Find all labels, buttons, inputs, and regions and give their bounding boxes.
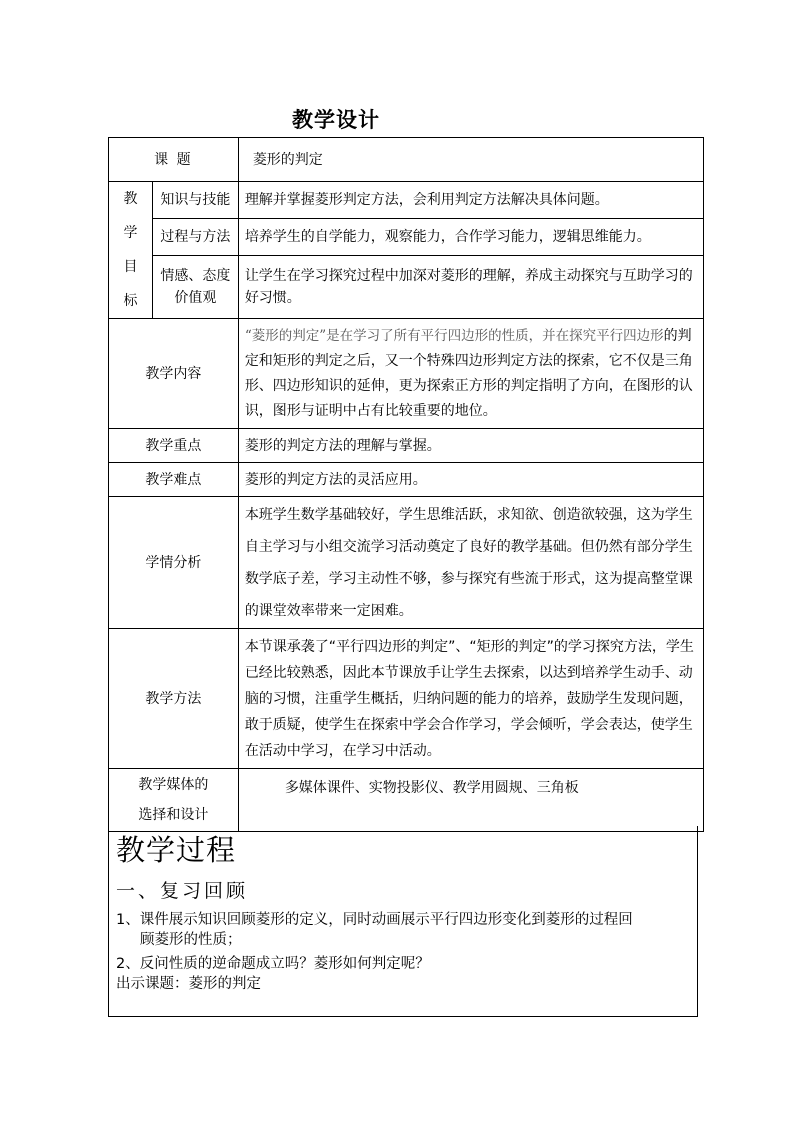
- key-point-label: 教学重点: [109, 429, 239, 463]
- objective-label-line: 情感、态度: [160, 267, 231, 284]
- media-row: [109, 769, 704, 832]
- content-cell: [238, 319, 703, 429]
- review-item-1: [116, 910, 690, 950]
- key-point-row: [109, 429, 704, 463]
- review-item-1-line: 1、课件展示知识回顾菱形的定义，同时动画展示平行四边形变化到菱形的过程回: [116, 912, 633, 928]
- content-label: 教学内容: [109, 319, 239, 429]
- objective-text: 理解并掌握菱形判定方法，会利用判定方法解决具体问题。: [238, 182, 703, 219]
- media-label: [109, 769, 239, 832]
- difficulty-row: [109, 463, 704, 497]
- objective-label: [152, 255, 238, 318]
- media-label-line: 教学媒体的: [138, 777, 209, 793]
- topic-value: 菱形的判定: [238, 138, 703, 182]
- media-text: 多媒体课件、实物投影仪、教学用圆规、三角板: [238, 769, 703, 832]
- objective-text: 让学生在学习探究过程中加深对菱形的理解，养成主动探究与互助学习的好习惯。: [238, 255, 703, 318]
- side-char: 教: [123, 191, 138, 207]
- difficulty-text: 菱形的判定方法的灵活应用。: [238, 463, 703, 497]
- objective-row: [109, 255, 704, 318]
- review-item-1-line: 顾菱形的性质；: [140, 932, 242, 948]
- objective-label: 过程与方法: [152, 218, 238, 255]
- lesson-plan-table: [108, 137, 704, 832]
- objective-label: 知识与技能: [152, 182, 238, 219]
- media-label-line: 选择和设计: [138, 807, 209, 823]
- objectives-side-label: [109, 182, 153, 319]
- side-char: 标: [123, 293, 138, 309]
- objective-label-line: 价值观: [174, 289, 217, 306]
- topic-row: [109, 138, 704, 182]
- topic-label: 课 题: [109, 138, 239, 182]
- objective-row: [109, 182, 704, 219]
- side-char: 学: [123, 225, 138, 241]
- process-heading: 教学过程: [116, 833, 237, 867]
- method-row: [109, 629, 704, 769]
- analysis-row: [109, 497, 704, 629]
- content-row: [109, 319, 704, 429]
- analysis-label: 学情分析: [109, 497, 239, 629]
- content-text: 的判定和矩形的判定之后，又一个特殊四边形判定方法的探索，它不仅是三角形、四边形知识的延伸，更为探索正方形的判定指明了方向，在图形的认识，图形与证明中占有比较重要的地位。: [244, 327, 693, 419]
- side-char: 目: [123, 259, 138, 275]
- method-label: 教学方法: [109, 629, 239, 769]
- analysis-text: 本班学生数学基础较好，学生思维活跃，求知欲、创造欲较强，这为学生自主学习与小组交流学习活动奠定了良好的教学基础。但仍然有部分学生数学底子差，学习主动性不够，参与探究有些流于形式，这为提高整堂课的课堂效率带来一定困难。: [238, 497, 703, 629]
- review-item-2: 2、反问性质的逆命题成立吗？菱形如何判定呢？: [116, 956, 430, 972]
- objective-row: [109, 218, 704, 255]
- content-lead: “菱形的判定”是在学习了所有平行四边形的性质，并在探究平行四边形: [244, 327, 664, 344]
- review-item-3: 出示课题：菱形的判定: [116, 976, 261, 992]
- objective-text: 培养学生的自学能力，观察能力，合作学习能力，逻辑思维能力。: [238, 218, 703, 255]
- review-section-heading: 一、复习回顾: [116, 880, 249, 902]
- key-point-text: 菱形的判定方法的理解与掌握。: [238, 429, 703, 463]
- difficulty-label: 教学难点: [109, 463, 239, 497]
- method-text: 本节课承袭了“平行四边形的判定”、“矩形的判定”的学习探究方法，学生已经比较熟悉，因此本节课放手让学生去探索，以达到培养学生动手、动脑的习惯，注重学生概括，归纳问题的能力的培养，鼓励学生发现问题，敢于质疑，使学生在探索中学会合作学习，学会倾听，学会表达，使学生在活动中学习，在学习中活动。: [238, 629, 703, 769]
- page-title: 教学设计: [292, 108, 380, 132]
